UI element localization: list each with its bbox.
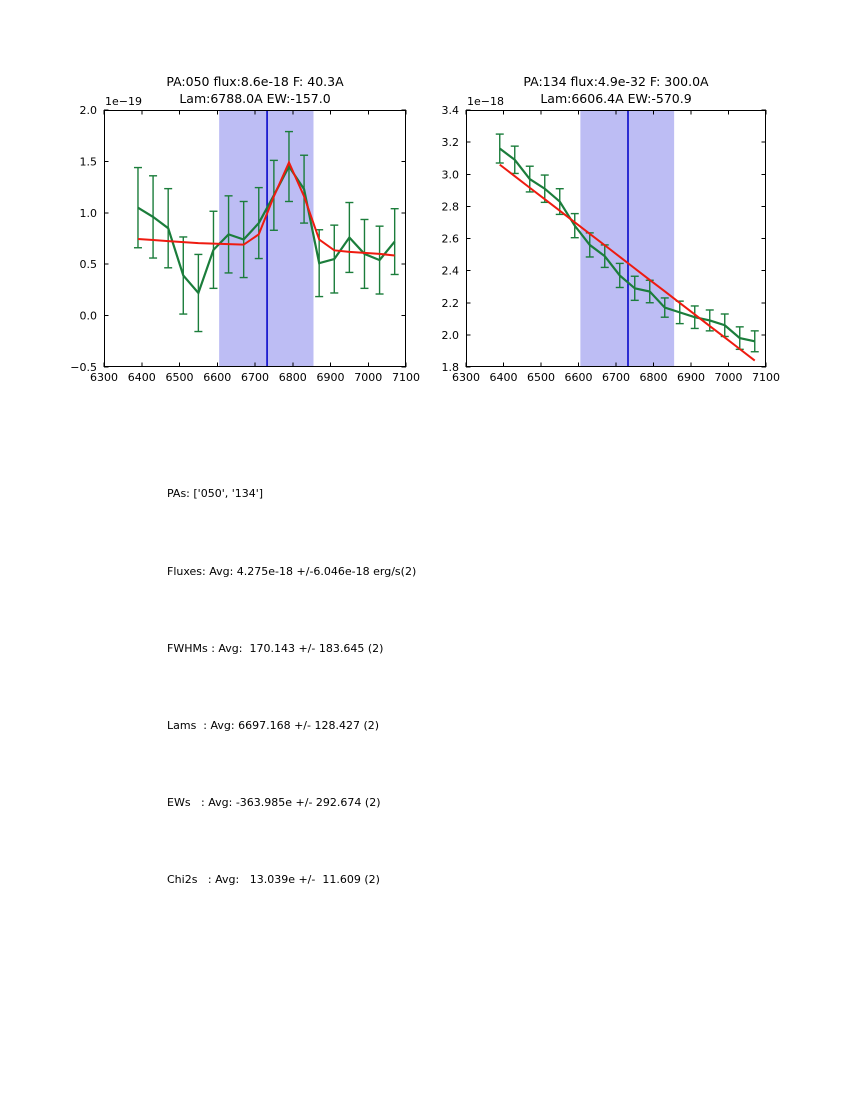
stats-lams: Lams : Avg: 6697.168 +/- 128.427 (2) xyxy=(167,718,380,732)
y-tick-label: 1.5 xyxy=(79,155,97,169)
x-tick-label: 6500 xyxy=(527,371,555,384)
y-tick-label: 0.5 xyxy=(79,258,97,272)
y-tick-label: 2.6 xyxy=(441,232,459,246)
y-axis-offset-label: 1e−19 xyxy=(105,95,142,108)
right-plot-title-line2: Lam:6606.4A EW:-570.9 xyxy=(540,91,692,106)
x-tick-label: 6700 xyxy=(241,371,269,384)
x-tick-label: 6900 xyxy=(677,371,705,384)
y-tick-label: 2.8 xyxy=(441,200,459,214)
y-tick-label: 3.2 xyxy=(441,136,459,150)
left-plot-title-line1: PA:050 flux:8.6e-18 F: 40.3A xyxy=(166,74,344,89)
y-tick-label: −0.5 xyxy=(70,361,97,374)
x-tick-label: 7000 xyxy=(714,371,743,384)
y-tick-label: 2.4 xyxy=(441,264,459,278)
x-tick-label: 6900 xyxy=(316,371,345,384)
y-axis-offset-label: 1e−18 xyxy=(467,95,504,108)
x-tick-label: 7100 xyxy=(752,371,780,384)
stats-block xyxy=(167,430,416,944)
x-tick-label: 6700 xyxy=(602,371,630,384)
y-tick-label: 2.0 xyxy=(79,104,97,117)
x-tick-label: 6800 xyxy=(278,371,307,384)
right-plot-title-line1: PA:134 flux:4.9e-32 F: 300.0A xyxy=(523,74,709,89)
x-tick-label: 6600 xyxy=(564,371,593,384)
y-tick-label: 1.8 xyxy=(441,361,459,374)
x-tick-label: 6300 xyxy=(452,371,480,384)
y-tick-label: 1.0 xyxy=(79,206,97,220)
stats-chi2s: Chi2s : Avg: 13.039e +/- 11.609 (2) xyxy=(167,872,380,886)
stats-ews: EWs : Avg: -363.985e +/- 292.674 (2) xyxy=(167,795,381,809)
y-tick-label: 3.0 xyxy=(441,168,459,182)
y-tick-label: 2.0 xyxy=(441,328,459,342)
x-tick-label: 6400 xyxy=(489,371,518,384)
y-tick-label: 2.2 xyxy=(441,296,459,310)
x-tick-label: 6600 xyxy=(203,371,232,384)
y-tick-label: 3.4 xyxy=(441,104,459,117)
stats-pas: PAs: ['050', '134'] xyxy=(167,487,264,501)
x-tick-label: 7100 xyxy=(392,371,420,384)
left-plot-title-line2: Lam:6788.0A EW:-157.0 xyxy=(179,91,331,106)
x-tick-label: 7000 xyxy=(354,371,383,384)
stats-fwhms: FWHMs : Avg: 170.143 +/- 183.645 (2) xyxy=(167,641,384,655)
x-tick-label: 6300 xyxy=(90,371,118,384)
right-plot-title xyxy=(466,73,766,107)
stats-fluxes: Fluxes: Avg: 4.275e-18 +/-6.046e-18 erg/s(2) xyxy=(167,564,417,578)
x-tick-label: 6800 xyxy=(639,371,668,384)
x-tick-label: 6400 xyxy=(127,371,156,384)
left-plot-title xyxy=(104,73,406,107)
y-tick-label: 0.0 xyxy=(79,309,97,323)
x-tick-label: 6500 xyxy=(165,371,194,384)
